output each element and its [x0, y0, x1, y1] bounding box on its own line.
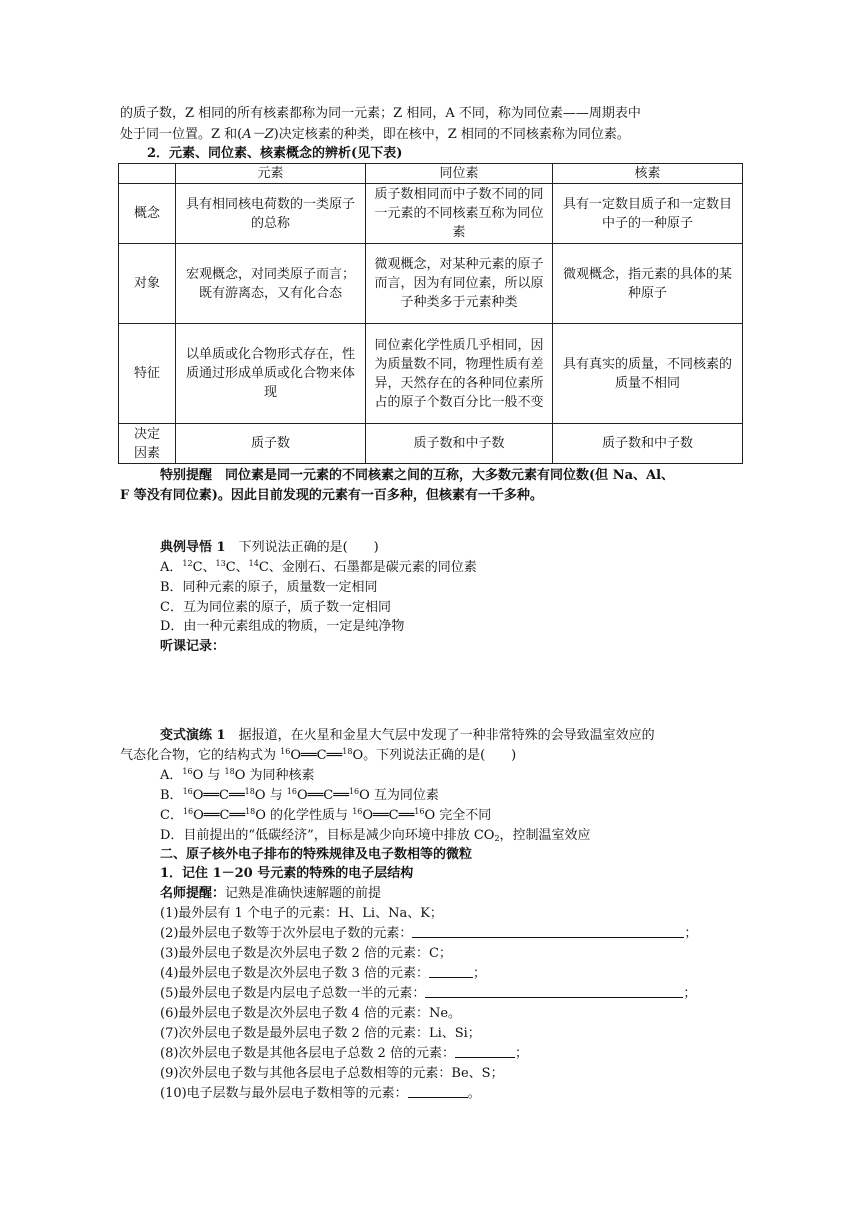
section-two-title: 二、原子核外电子排布的特殊规律及电子数相等的微粒 [160, 847, 473, 862]
example-question: 典例导悟 1 下列说法正确的是( ) [160, 540, 379, 555]
table-cell: 宏观概念，对同类原子而言；既有游离态，又有化合态 [176, 244, 366, 324]
table-row [119, 324, 743, 424]
teacher-tip: 名师提醒：记熟是准确快速解题的前提 [160, 886, 382, 901]
special-note-line-2: F 等没有同位素)。因此目前发现的元素有一百多种，但核素有一千多种。 [120, 488, 543, 503]
intro-line-1: 的质子数，Z 相同的所有核素都称为同一元素；Z 相同，A 不同，称为同位素——周期表中 [120, 106, 641, 121]
example-option-a: A．$^{12}$C、$^{13}$C、$^{14}$C、金刚石、石墨都是碳元素的同位素 [160, 559, 477, 575]
table-cell: 具有相同核电荷数的一类原子的总称 [176, 184, 366, 244]
table-cell: 微观概念，指元素的具体的某种原子 [553, 244, 743, 324]
table-cell: 具有一定数目质子和一定数目中子的一种原子 [553, 184, 743, 244]
answer-blank[interactable] [455, 1045, 515, 1058]
variant-option-b: B．$^{16}$O══C══$^{18}$O 与 $^{16}$O══C══$^{16}$O 互为同位素 [160, 787, 439, 803]
row-label: 特征 [119, 324, 176, 424]
rule-item: (1)最外层有 1 个电子的元素：H、Li、Na、K； [160, 906, 443, 921]
table-row [119, 424, 743, 464]
variant-option-d: D．目前提出的“低碳经济”，目标是减少向环境中排放 $CO_2$，控制温室效应 [160, 828, 591, 843]
table-cell: 质子数 [176, 424, 366, 464]
table-row [119, 184, 743, 244]
example-option-b: B．同种元素的原子，质量数一定相同 [160, 580, 378, 595]
intro-line-2: 处于同一位置。Z 和(A－Z)决定核素的种类，即在核中，Z 相同的不同核素称为同位素。 [120, 127, 630, 142]
rule-item: (4)最外层电子数是次外层电子数 3 倍的元素： ； [160, 966, 486, 981]
example-option-d: D．由一种元素组成的物质，一定是纯净物 [160, 619, 405, 634]
answer-blank[interactable] [429, 965, 473, 978]
section-title-concepts: 2．元素、同位素、核素概念的辨析(见下表) [147, 146, 403, 161]
row-label: 对象 [119, 244, 176, 324]
table-header-row [119, 164, 743, 184]
row-label: 决定因素 [119, 424, 176, 464]
variant-option-c: C．$^{16}$O══C══$^{18}$O 的化学性质与 $^{16}$O══C══$^{16}$O 完全不同 [160, 807, 492, 823]
example-option-c: C．互为同位素的原子，质子数一定相同 [160, 600, 391, 615]
rule-item: (7)次外层电子数是最外层电子数 2 倍的元素：Li、Si； [160, 1026, 481, 1041]
rule-item: (9)次外层电子数与其他各层电子总数相等的元素：Be、S； [160, 1066, 504, 1081]
rule-item: (10)电子层数与最外层电子数相等的元素： 。 [160, 1086, 481, 1101]
table-cell: 微观概念，对某种元素的原子而言，因为有同位素，所以原子种类多于元素种类 [366, 244, 553, 324]
table-cell: 质子数和中子数 [553, 424, 743, 464]
rule-item: (6)最外层电子数是次外层电子数 4 倍的元素：Ne。 [160, 1006, 462, 1021]
variant-question-line-2: 气态化合物，它的结构式为 $^{16}$O══C══$^{18}$O。下列说法正确的是( ) [120, 747, 517, 763]
table-cell: 同位素化学性质几乎相同，因为质量数不同，物理性质有差异，天然存在的各种同位素所占的原子个数百分比一般不变 [366, 324, 553, 424]
table-header-cell: 核素 [553, 164, 743, 184]
rule-item: (2)最外层电子数等于次外层电子数的元素： ； [160, 926, 698, 941]
rule-item: (3)最外层电子数是次外层电子数 2 倍的元素：C； [160, 946, 452, 961]
variant-question-line-1: 变式演练 1 据报道，在火星和金星大气层中发现了一种非常特殊的会导致温室效应的 [160, 728, 655, 743]
table-cell: 以单质或化合物形式存在，性质通过形成单质或化合物来体现 [176, 324, 366, 424]
table-cell: 质子数相同而中子数不同的同一元素的不同核素互称为同位素 [366, 184, 553, 244]
variant-option-a: A．$^{16}$O 与 $^{18}$O 为同种核素 [160, 767, 315, 783]
table-cell: 质子数和中子数 [366, 424, 553, 464]
rule-item: (5)最外层电子数是内层电子总数一半的元素： ； [160, 986, 697, 1001]
row-label: 概念 [119, 184, 176, 244]
rule-item: (8)次外层电子数是其他各层电子总数 2 倍的元素： ； [160, 1046, 528, 1061]
table-header-cell: 元素 [176, 164, 366, 184]
answer-blank[interactable] [425, 985, 683, 998]
table-header-cell [119, 164, 176, 184]
table-header-cell: 同位素 [366, 164, 553, 184]
table-row [119, 244, 743, 324]
special-note-line-1: 特别提醒 同位素是同一元素的不同核素之间的互称，大多数元素有同位数(但 Na、Al、 [160, 468, 675, 483]
notes-label: 听课记录： [160, 639, 226, 654]
answer-blank[interactable] [408, 1085, 468, 1098]
concept-comparison-table [118, 163, 743, 464]
table-cell: 具有真实的质量，不同核素的质量不相同 [553, 324, 743, 424]
answer-blank[interactable] [412, 925, 684, 938]
section-two-subtitle: 1．记住 1－20 号元素的特殊的电子层结构 [160, 866, 414, 881]
